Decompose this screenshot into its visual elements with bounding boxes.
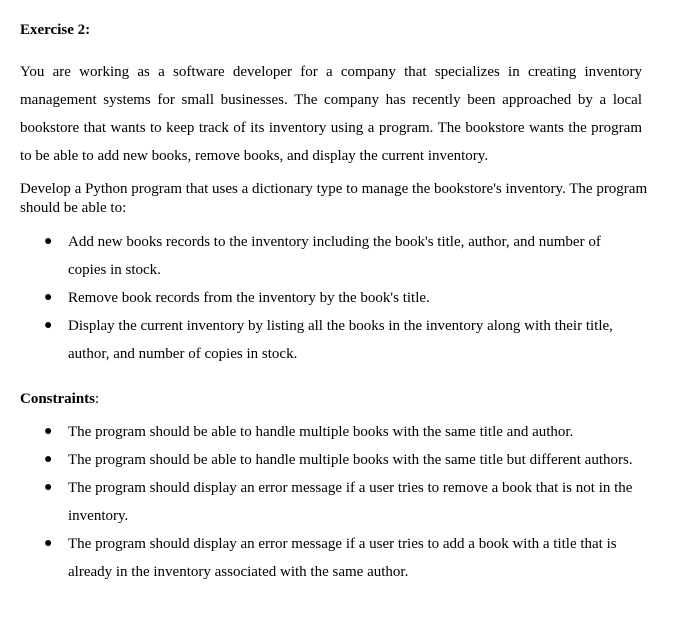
list-item [0, 446, 638, 474]
bullet-icon: ● [44, 318, 53, 333]
constraint-text: The program should display an error message if a user tries to add a book with a title that is already in the inventory associated with the same author. [68, 536, 617, 580]
exercise-heading: Exercise 2: [20, 22, 91, 38]
constraint-text: The program should be able to handle multiple books with the same title but different authors. [68, 452, 633, 468]
constraints-colon: : [95, 391, 100, 407]
list-item [0, 312, 638, 368]
constraints-label: Constraints [20, 391, 96, 407]
bullet-icon: ● [44, 234, 53, 249]
bullet-icon: ● [44, 424, 53, 439]
list-item [0, 228, 638, 284]
intro-paragraph: You are working as a software developer for a company that specializes in creating inventory management systems for small businesses. The company has recently been approached by a local bookstore that wants to keep track of its inventory using a program. The bookstore wants the program to be able to add new books, remove books, and display the current inventory. [20, 64, 642, 164]
requirement-text: Add new books records to the inventory including the book's title, author, and number of copies in stock. [68, 234, 601, 278]
constraint-text: The program should be able to handle multiple books with the same title and author. [68, 424, 574, 440]
bullet-icon: ● [44, 290, 53, 305]
task-paragraph: Develop a Python program that uses a dictionary type to manage the bookstore's inventory. The program should be able to: [20, 181, 648, 216]
constraints-list [0, 418, 682, 586]
bullet-icon: ● [44, 536, 53, 551]
list-item [0, 530, 638, 586]
requirement-text: Display the current inventory by listing all the books in the inventory along with their title, author, and number of copies in stock. [68, 318, 613, 362]
requirements-list [0, 228, 682, 368]
list-item [0, 284, 638, 312]
constraints-heading [20, 389, 99, 409]
requirement-text: Remove book records from the inventory by the book's title. [68, 290, 430, 306]
constraint-text: The program should display an error message if a user tries to remove a book that is not in the inventory. [68, 480, 633, 524]
list-item [0, 418, 638, 446]
bullet-icon: ● [44, 452, 53, 467]
bullet-icon: ● [44, 480, 53, 495]
list-item [0, 474, 638, 530]
